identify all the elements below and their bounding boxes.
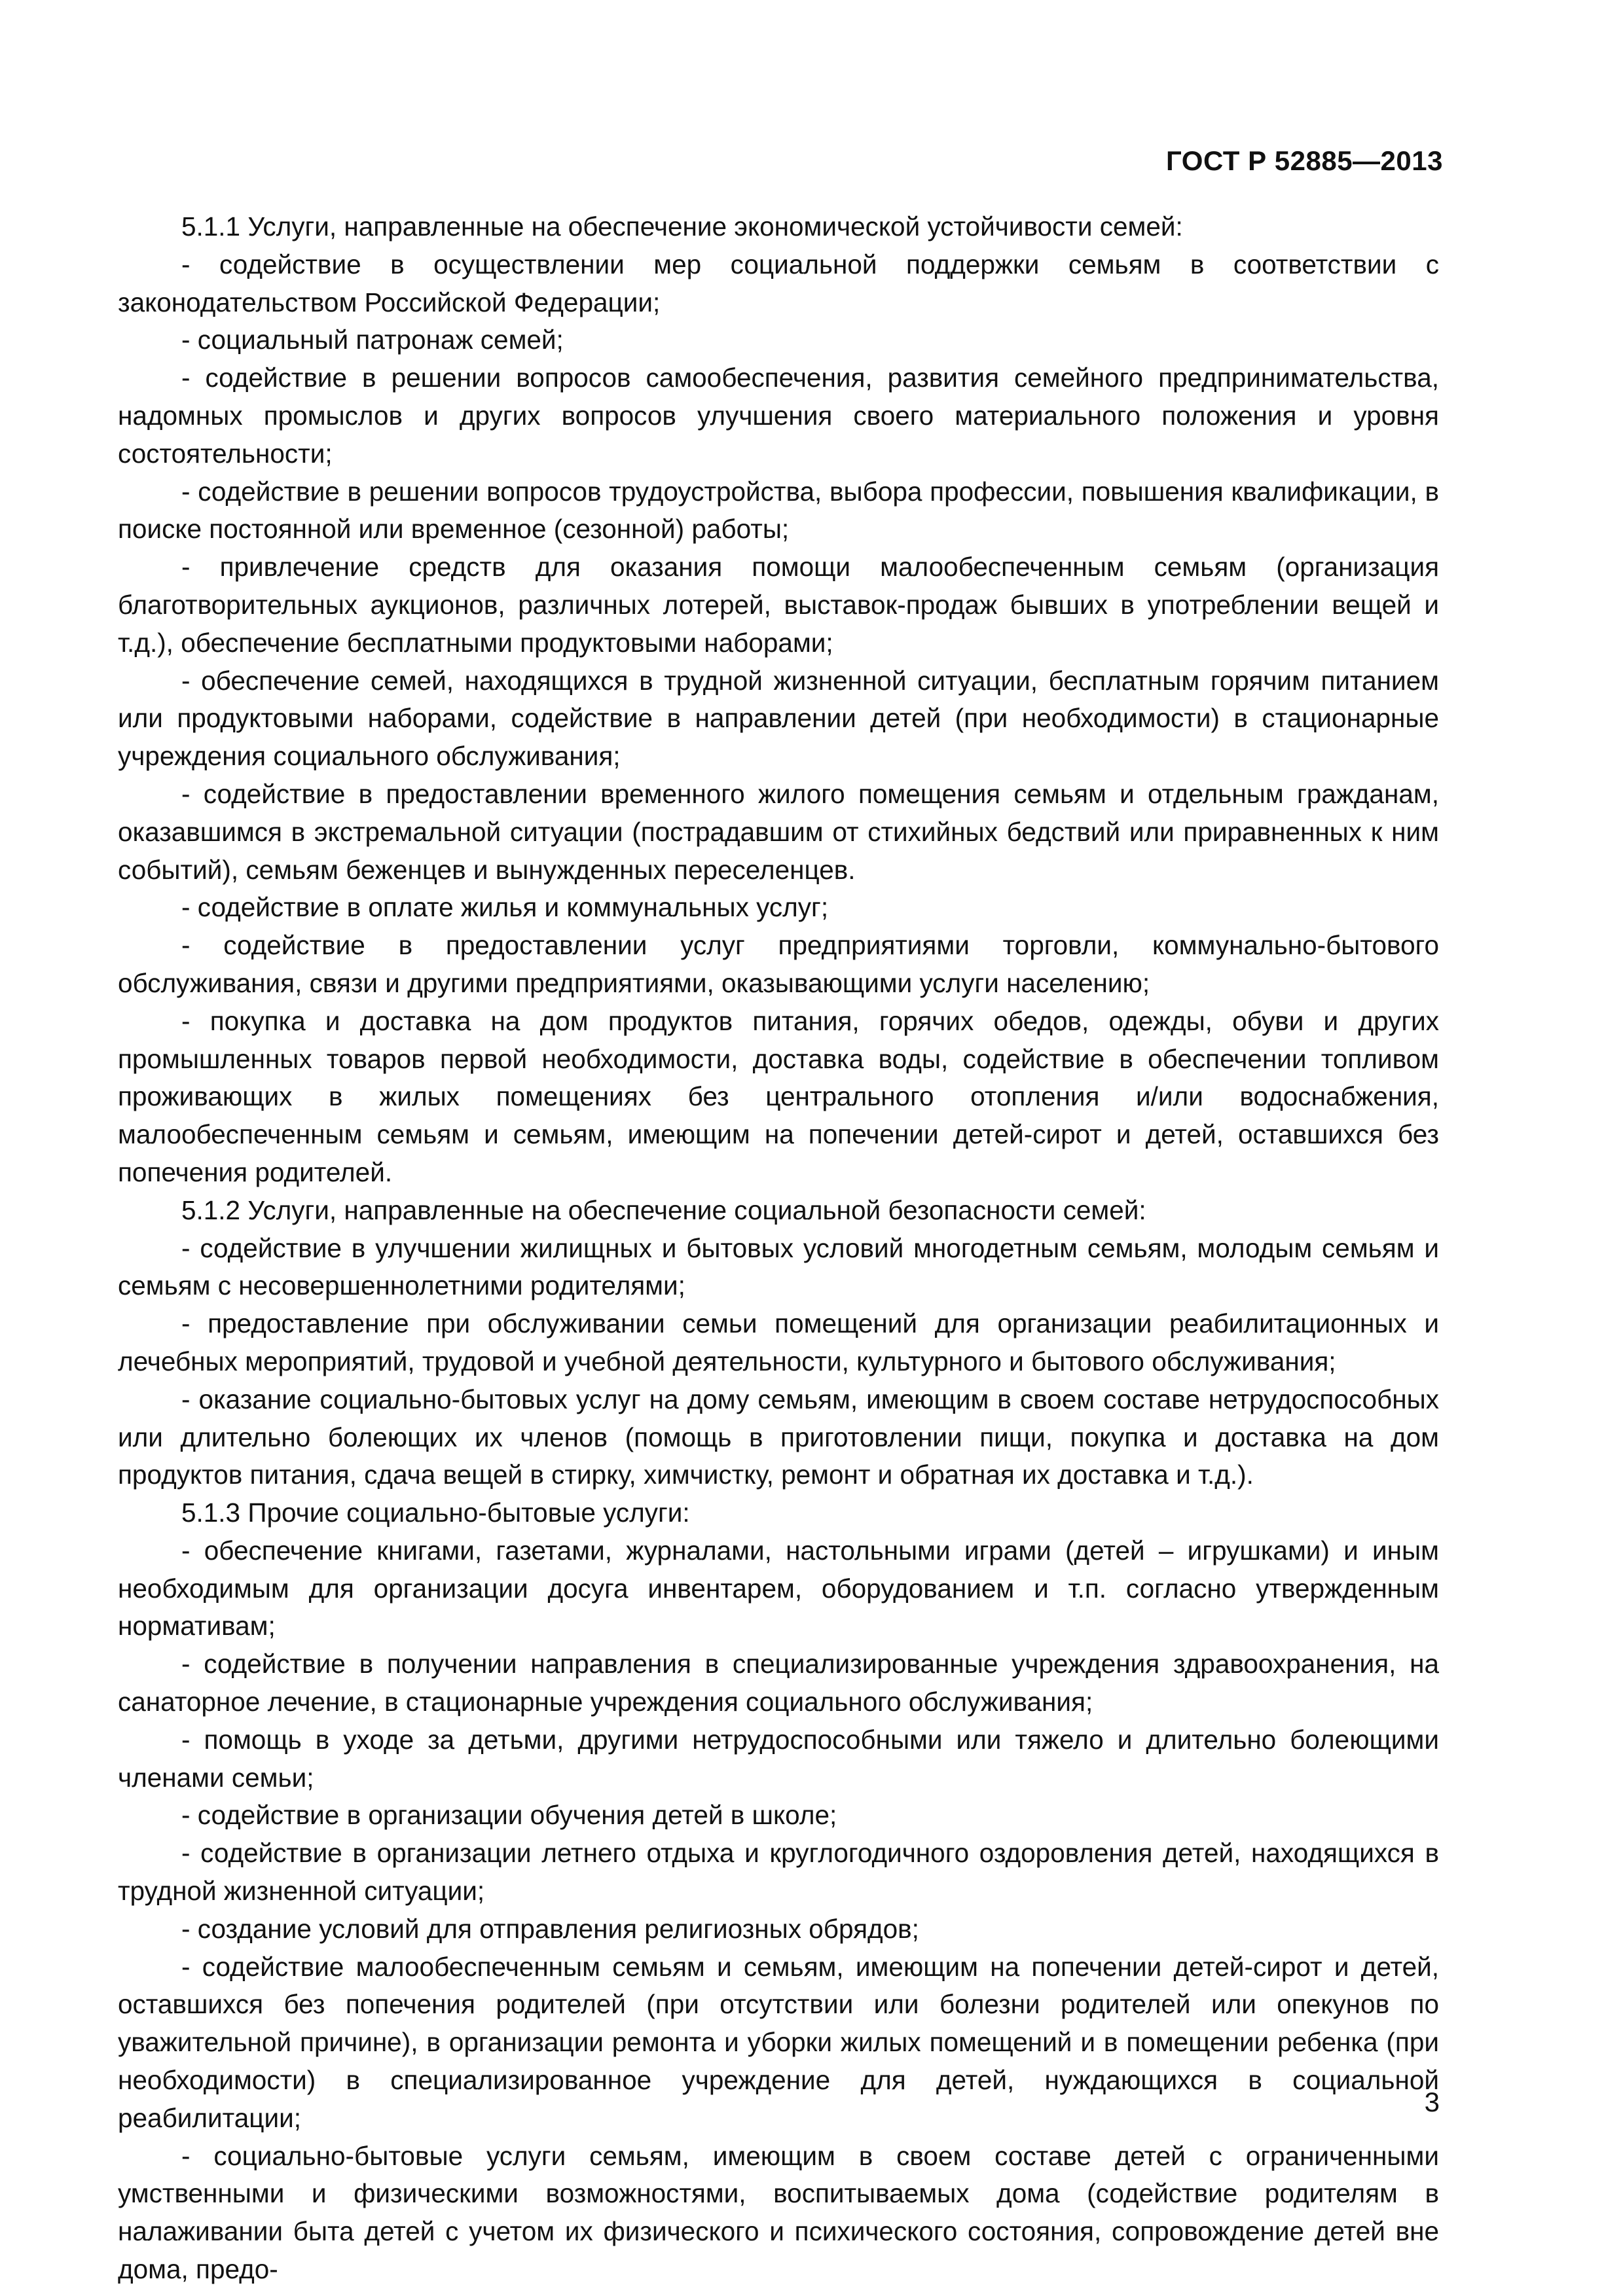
list-item: - содействие в получении направления в специализированные учреждения здравоохранения, на санаторное лечение, в стационарные учреждения социального обслуживания; bbox=[118, 1649, 1439, 1717]
list-item: - привлечение средств для оказания помощи малообеспеченным семьям (организация благотворительных аукционов, различных лотерей, выставок-продаж бывших в употреблении вещей и т.д.), обеспечение бесплатными продуктовыми наборами; bbox=[118, 552, 1439, 658]
section-heading-5-1-2: 5.1.2 Услуги, направленные на обеспечение социальной безопасности семей: bbox=[181, 1194, 1146, 1225]
list-item: - содействие в предоставлении временного жилого помещения семьям и отдельным гражданам, оказавшимся в экстремальной ситуации (пострадавшим от стихийных бедствий или приравненных к ним событий), семьям беженцев и вынужденных переселенцев. bbox=[118, 778, 1439, 885]
section-heading-5-1-3: 5.1.3 Прочие социально-бытовые услуги: bbox=[181, 1498, 690, 1528]
section-heading-5-1-1: 5.1.1 Услуги, направленные на обеспечение экономической устойчивости семей: bbox=[181, 211, 1183, 242]
list-item: - создание условий для отправления религиозных обрядов; bbox=[181, 1913, 919, 1944]
list-item: - социальный патронаж семей; bbox=[181, 325, 564, 355]
list-item: - содействие в оплате жилья и коммунальных услуг; bbox=[181, 892, 829, 923]
list-item: - покупка и доставка на дом продуктов питания, горячих обедов, одежды, обуви и других промышленных товаров первой необходимости, доставка воды, содействие в обеспечении топливом проживающих в жилых помещениях без центрального отопления и/или водоснабжения, малообеспеченным семьям и семьям, имеющим на попечении детей-сирот и детей, оставшихся без попечения родителей. bbox=[118, 1005, 1439, 1187]
list-item: - предоставление при обслуживании семьи помещений для организации реабилитационных и лечебных мероприятий, трудовой и учебной деятельности, культурного и бытового обслуживания; bbox=[118, 1308, 1439, 1376]
page-number: 3 bbox=[1424, 2087, 1440, 2117]
list-item: - содействие в решении вопросов самообеспечения, развития семейного предпринимательства, надомных промыслов и других вопросов улучшения своего материального положения и уровня состоятельности; bbox=[118, 363, 1439, 469]
list-item: - содействие в решении вопросов трудоустройства, выбора профессии, повышения квалификации, в поиске постоянной или временное (сезонной) работы; bbox=[118, 476, 1439, 545]
list-item: - помощь в уходе за детьми, другими нетрудоспособными или тяжело и длительно болеющими членами семьи; bbox=[118, 1724, 1439, 1793]
list-item: - содействие в улучшении жилищных и бытовых условий многодетным семьям, молодым семьям и семьям с несовершеннолетними родителями; bbox=[118, 1232, 1439, 1301]
list-item: - содействие в предоставлении услуг предприятиями торговли, коммунально-бытового обслуживания, связи и другими предприятиями, оказывающими услуги населению; bbox=[118, 930, 1439, 998]
list-item: - обеспечение семей, находящихся в трудной жизненной ситуации, бесплатным горячим питанием или продуктовыми наборами, содействие в направлении детей (при необходимости) в стационарные учреждения социального обслуживания; bbox=[118, 665, 1439, 772]
list-item: - социально-бытовые услуги семьям, имеющим в своем составе детей с ограниченными умственными и физическими возможностями, воспитываемых дома (содействие родителям в налаживании быта детей с учетом их физического и психического состояния, сопровождение детей вне дома, предо- bbox=[118, 2140, 1439, 2285]
document-body bbox=[118, 208, 1439, 2289]
list-item: - обеспечение книгами, газетами, журналами, настольными играми (детей – игрушками) и иным необходимым для организации досуга инвентарем, оборудованием и т.п. согласно утвержденным нормативам; bbox=[118, 1535, 1439, 1641]
list-item: - содействие в организации обучения детей в школе; bbox=[181, 1800, 837, 1831]
standard-code-header: ГОСТ Р 52885—2013 bbox=[1166, 145, 1443, 176]
list-item: - оказание социально-бытовых услуг на дому семьям, имеющим в своем составе нетрудоспособных или длительно болеющих их членов (помощь в приготовлении пищи, покупка и доставка на дом продуктов питания, сдача вещей в стирку, химчистку, ремонт и обратная их доставка и т.д.). bbox=[118, 1384, 1439, 1490]
list-item: - содействие в организации летнего отдыха и круглогодичного оздоровления детей, находящихся в трудной жизненной ситуации; bbox=[118, 1838, 1439, 1907]
list-item: - содействие малообеспеченным семьям и семьям, имеющим на попечении детей-сирот и детей, оставшихся без попечения родителей (при отсутствии или болезни родителей или опекунов по уважительной причине), в организации ремонта и уборки жилых помещений и в помещении ребенка (при необходимости) в специализированное учреждение для детей, нуждающихся в социальной реабилитации; bbox=[118, 1951, 1439, 2133]
list-item: - содействие в осуществлении мер социальной поддержки семьям в соответствии с законодательством Российской Федерации; bbox=[118, 249, 1439, 317]
